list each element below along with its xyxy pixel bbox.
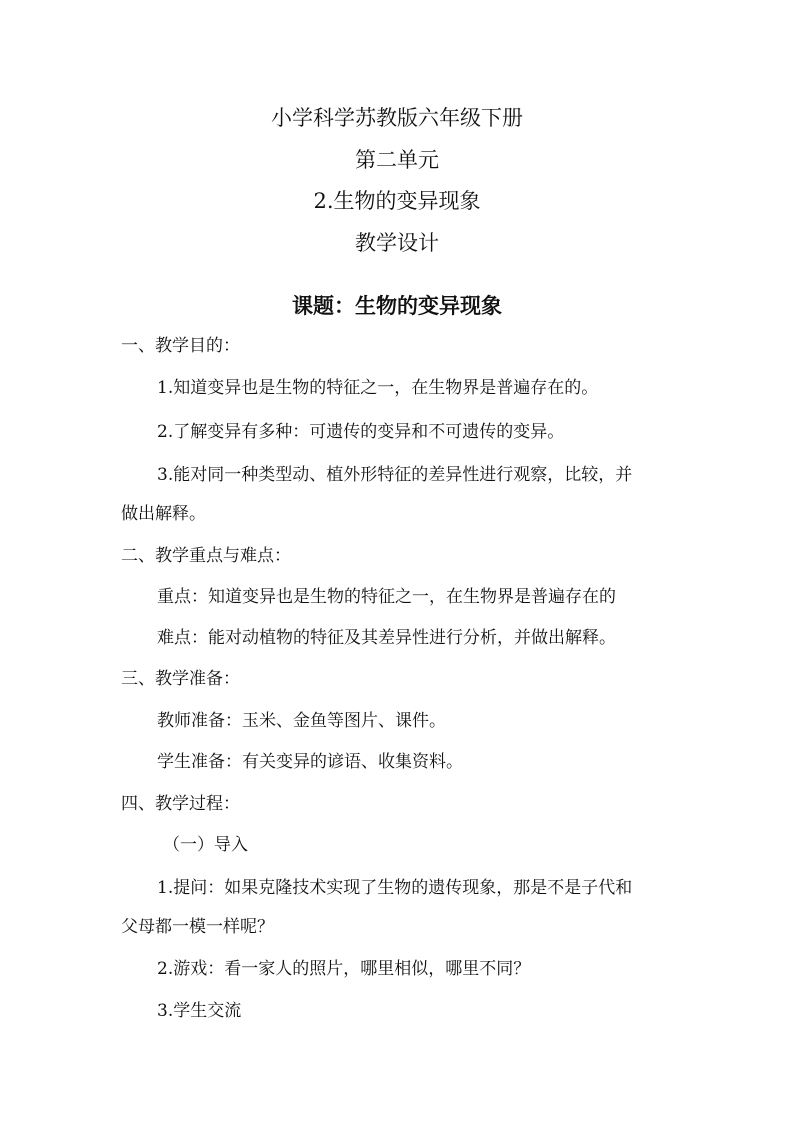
objective-item-3: 3.能对同一种类型动、植外形特征的差异性进行观察，比较，并 xyxy=(157,465,633,485)
process-step-2: 2.游戏：看一家人的照片，哪里相似，哪里不同？ xyxy=(157,959,531,979)
document-title: 小学科学苏教版六年级下册 xyxy=(271,106,523,130)
key-point-focus: 重点：知道变异也是生物的特征之一，在生物界是普遍存在的 xyxy=(157,587,616,607)
objective-item-1: 1.知道变异也是生物的特征之一，在生物界是普遍存在的。 xyxy=(157,378,599,398)
objective-item-2: 2.了解变异有多种：可遗传的变异和不可遗传的变异。 xyxy=(157,422,565,442)
process-step-1-continued: 父母都一模一样呢？ xyxy=(121,917,274,937)
process-part-1-title: （一）导入 xyxy=(163,835,248,855)
section-heading-key-points: 二、教学重点与难点： xyxy=(121,546,291,566)
design-title: 教学设计 xyxy=(355,231,439,255)
section-heading-process: 四、教学过程： xyxy=(121,794,240,814)
section-heading-preparation: 三、教学准备： xyxy=(121,669,240,689)
preparation-teacher: 教师准备：玉米、金鱼等图片、课件。 xyxy=(157,711,446,731)
key-point-difficulty: 难点：能对动植物的特征及其差异性进行分析，并做出解释。 xyxy=(157,628,616,648)
lesson-title: 2.生物的变异现象 xyxy=(313,189,481,213)
process-step-3: 3.学生交流 xyxy=(157,1001,242,1021)
section-heading-objectives: 一、教学目的： xyxy=(121,336,240,356)
preparation-student: 学生准备：有关变异的谚语、收集资料。 xyxy=(157,752,463,772)
unit-title: 第二单元 xyxy=(355,148,439,172)
process-step-1: 1.提问：如果克隆技术实现了生物的遗传现象，那是不是子代和 xyxy=(157,878,633,898)
topic-heading: 课题：生物的变异现象 xyxy=(292,293,502,318)
objective-item-3-continued: 做出解释。 xyxy=(121,504,206,524)
